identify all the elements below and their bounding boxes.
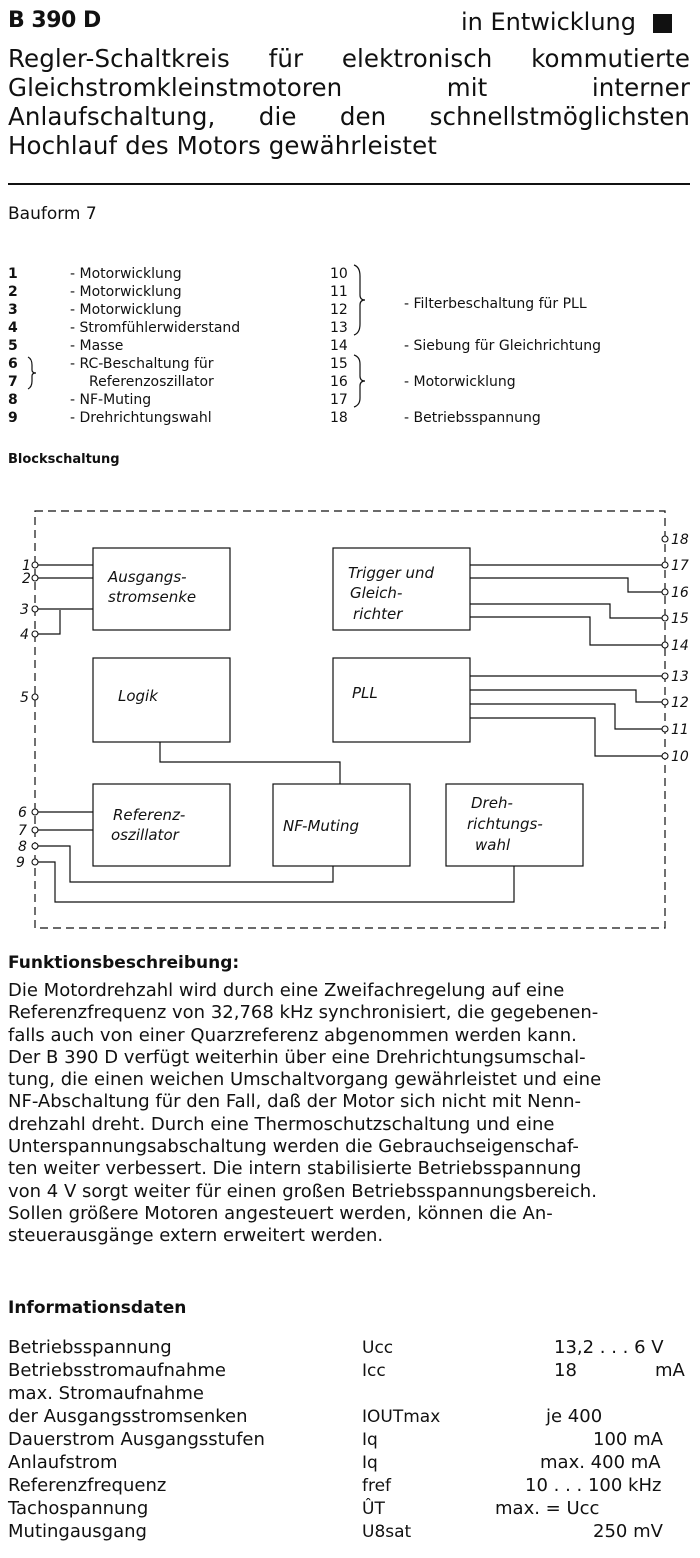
block-label: Trigger und [348, 564, 435, 582]
text-line: falls auch von einer Quarzreferenz abgenommen werden kann. [8, 1024, 577, 1046]
part-description: Regler-Schaltkreis für elektronisch kommutierte Gleichstromkleinstmotoren mit interner Anlaufschaltung, die den schnellstmöglichsten Hochlauf des Motors gewährleistet [8, 44, 690, 160]
block-label: NF-Muting [283, 817, 359, 835]
development-status: in Entwicklung [460, 8, 636, 36]
pin-18-terminal [662, 536, 668, 542]
pin-num: 13 [671, 669, 689, 685]
pin-number: 7 [8, 374, 18, 390]
pin-10-terminal [662, 753, 668, 759]
logik-block [93, 658, 230, 742]
text-line: Unterspannungsabschaltung werden die Gebrauchseigenschaf- [8, 1136, 579, 1158]
pin-number: 6 [8, 356, 18, 372]
package-type: Bauform 7 [8, 204, 97, 224]
text-line: tung, die einen weichen Umschaltvorgang gewährleistet und eine [8, 1069, 602, 1091]
brace-pins-15-17 [352, 354, 368, 408]
pin-num: 15 [671, 611, 689, 627]
info-symbol: IOUTmax [362, 1407, 441, 1427]
pin-number: 16 [330, 374, 348, 390]
pin-label: - RC-Beschaltung für [70, 356, 214, 372]
pin-label: - Betriebsspannung [404, 410, 541, 426]
pin-num: 16 [671, 585, 689, 601]
pin-number: 14 [330, 338, 348, 354]
pin-7-terminal [32, 827, 38, 833]
text-line: Sollen größere Motoren angesteuert werden, können die An- [8, 1202, 553, 1224]
info-label: der Ausgangsstromsenken [8, 1406, 248, 1427]
pin-number: 12 [330, 302, 348, 318]
status-square-icon [653, 14, 672, 33]
pin-num: 5 [20, 690, 29, 706]
info-label: Mutingausgang [8, 1521, 147, 1542]
pin-4-terminal [32, 631, 38, 637]
pin-num: 1 [22, 558, 31, 574]
block-label: Referenz- [113, 806, 186, 824]
info-value: 100 mA [593, 1429, 663, 1450]
block-label: oszillator [111, 826, 179, 844]
pin-num: 3 [20, 602, 29, 618]
pin-num: 4 [20, 627, 29, 643]
pin-number: 8 [8, 392, 18, 408]
info-data-heading: Informationsdaten [8, 1298, 187, 1318]
pin-15-terminal [662, 615, 668, 621]
pin-number: 5 [8, 338, 18, 354]
text-line: Die Motordrehzahl wird durch eine Zweifachregelung auf eine [8, 980, 565, 1001]
block-label: wahl [475, 836, 511, 854]
pin-5-terminal [32, 694, 38, 700]
pin-num: 6 [18, 805, 27, 821]
pin-label: - Drehrichtungswahl [70, 410, 212, 426]
info-value: 10 . . . 100 kHz [525, 1475, 662, 1496]
pin-num: 8 [18, 839, 27, 855]
pin-number: 18 [330, 410, 348, 426]
pin-num: 10 [671, 749, 689, 765]
info-symbol: Iq [362, 1430, 378, 1450]
pin-number: 3 [8, 302, 18, 318]
pin-number: 13 [330, 320, 348, 336]
pin-label: - Siebung für Gleichrichtung [404, 338, 602, 354]
pin-label: - Motorwicklung [70, 302, 182, 318]
info-symbol: Ucc [362, 1338, 394, 1358]
info-symbol: Iq [362, 1453, 378, 1473]
part-number-title: B 390 D [8, 8, 101, 33]
pin-number: 11 [330, 284, 348, 300]
block-label: Ausgangs- [108, 568, 187, 586]
info-symbol: ÛT [362, 1499, 385, 1519]
pin-12-terminal [662, 699, 668, 705]
block-label: Gleich- [350, 584, 403, 602]
brace-pins-6-7 [26, 356, 38, 390]
pin-label: - Masse [70, 338, 124, 354]
pin-number: 10 [330, 266, 348, 282]
info-label: Betriebsspannung [8, 1337, 172, 1358]
info-label: Dauerstrom Ausgangsstufen [8, 1429, 265, 1450]
info-unit: mA [655, 1360, 685, 1381]
pin-num: 7 [18, 823, 27, 839]
pin-6-terminal [32, 809, 38, 815]
pin-label: - Stromfühlerwiderstand [70, 320, 241, 336]
info-value: 18 [554, 1360, 577, 1381]
pin-11-terminal [662, 726, 668, 732]
pin-num: 2 [22, 571, 31, 587]
pin-num: 12 [671, 695, 689, 711]
pin-16-terminal [662, 589, 668, 595]
block-label: PLL [352, 684, 378, 702]
block-label: stromsenke [108, 588, 197, 606]
pin-3-terminal [32, 606, 38, 612]
pin-num: 14 [671, 638, 689, 654]
pin-label: - Motorwicklung [404, 374, 516, 390]
info-label: Betriebsstromaufnahme [8, 1360, 226, 1381]
block-label: richter [353, 605, 403, 623]
pin-num: 9 [16, 855, 25, 871]
info-value: max. = Ucc [495, 1498, 600, 1519]
pin-14-terminal [662, 642, 668, 648]
info-value: 13,2 . . . 6 V [554, 1337, 664, 1358]
header-rule [8, 183, 690, 185]
info-symbol: U8sat [362, 1522, 412, 1542]
info-label: Referenzfrequenz [8, 1475, 167, 1496]
block-diagram [0, 500, 700, 940]
text-line: NF-Abschaltung für den Fall, daß der Motor sich nicht mit Nenn- [8, 1091, 582, 1113]
pin-label: - NF-Muting [70, 392, 152, 408]
function-description-heading: Funktionsbeschreibung: [8, 953, 240, 973]
info-symbol: Icc [362, 1361, 386, 1381]
pin-label: - Motorwicklung [70, 284, 182, 300]
pin-17-terminal [662, 562, 668, 568]
pin-8-terminal [32, 843, 38, 849]
block-label: Dreh- [471, 794, 513, 812]
pin-number: 2 [8, 284, 18, 300]
pin-label: Referenzoszillator [89, 374, 214, 390]
block-label: richtungs- [467, 815, 543, 833]
pin-number: 17 [330, 392, 348, 408]
text-line: drehzahl dreht. Durch eine Thermoschutzschaltung und eine [8, 1113, 555, 1135]
pin-13-terminal [662, 673, 668, 679]
pin-number: 15 [330, 356, 348, 372]
pin-num: 18 [671, 532, 689, 548]
info-label: max. Stromaufnahme [8, 1383, 204, 1404]
brace-pins-10-13 [352, 264, 368, 336]
pin-number: 4 [8, 320, 18, 336]
pin-number: 9 [8, 410, 18, 426]
pin-2-terminal [32, 575, 38, 581]
pin-number: 1 [8, 266, 18, 282]
text-line: ten weiter verbessert. Die intern stabilisierte Betriebsspannung [8, 1158, 582, 1180]
function-description-text [8, 980, 690, 1248]
pin-label: - Motorwicklung [70, 266, 182, 282]
text-line: steuerausgänge extern erweitert werden. [8, 1225, 384, 1247]
text-line: von 4 V sorgt weiter für einen großen Betriebsspannungsbereich. [8, 1180, 597, 1202]
info-value: max. 400 mA [540, 1452, 661, 1473]
block-diagram-heading: Blockschaltung [8, 452, 120, 467]
pin-9-terminal [32, 859, 38, 865]
pin-num: 11 [671, 722, 689, 738]
pin-1-terminal [32, 562, 38, 568]
block-label: Logik [118, 687, 158, 705]
pin-num: 17 [671, 558, 689, 574]
text-line: Referenzfrequenz von 32,768 kHz synchronisiert, die gegebenen- [8, 1002, 599, 1024]
info-value: 250 mV [593, 1521, 663, 1542]
info-symbol: fref [362, 1476, 392, 1496]
referenzoszillator-block [93, 784, 230, 866]
pin-label: - Filterbeschaltung für PLL [404, 296, 587, 312]
info-value: je 400 [546, 1406, 603, 1427]
info-label: Anlaufstrom [8, 1452, 118, 1473]
text-line: Der B 390 D verfügt weiterhin über eine Drehrichtungsumschal- [8, 1046, 586, 1068]
info-label: Tachospannung [8, 1498, 149, 1519]
